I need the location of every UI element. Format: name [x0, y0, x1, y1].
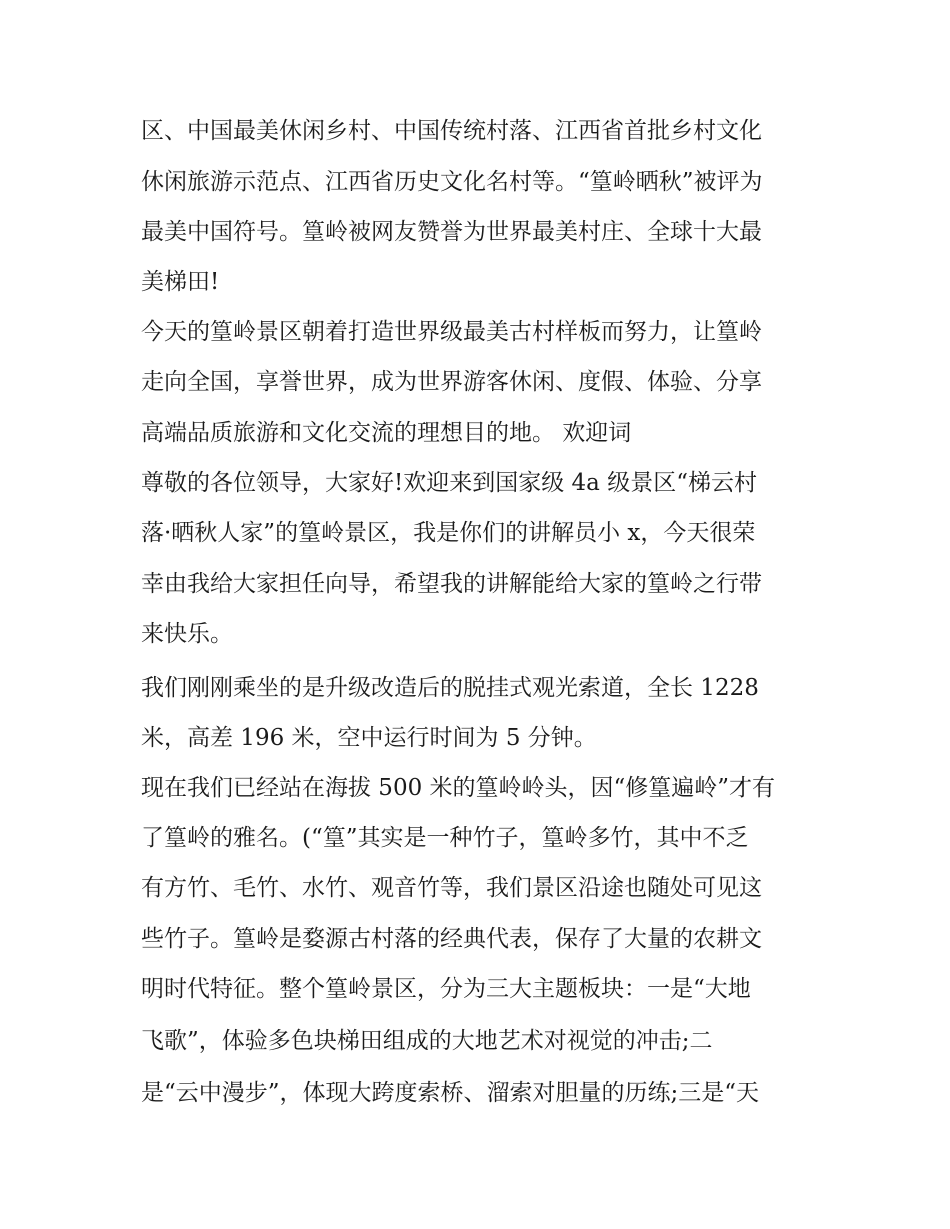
text-line: 走向全国，享誉世界，成为世界游客休闲、度假、体验、分享	[141, 369, 762, 395]
text-line: 今天的篁岭景区朝着打造世界级最美古村样板而努力，让篁岭	[141, 319, 762, 345]
text-line: 是“云中漫步”，体现大跨度索桥、溜索对胆量的历练;三是“天	[141, 1080, 760, 1106]
text-line: 美梯田!	[141, 269, 220, 295]
text-line: 些竹子。篁岭是婺源古村落的经典代表，保存了大量的农耕文	[141, 926, 762, 952]
text-line: 现在我们已经站在海拔 500 米的篁岭岭头，因“修篁遍岭”才有	[141, 775, 776, 801]
text-line: 明时代特征。整个篁岭景区，分为三大主题板块：一是“大地	[141, 976, 751, 1002]
text-line: 落·晒秋人家”的篁岭景区，我是你们的讲解员小 x，今天很荣	[141, 520, 756, 546]
text-line: 休闲旅游示范点、江西省历史文化名村等。“篁岭晒秋”被评为	[141, 169, 763, 195]
text-line: 区、中国最美休闲乡村、中国传统村落、江西省首批乡村文化	[141, 118, 762, 144]
text-line: 幸由我给大家担任向导，希望我的讲解能给大家的篁岭之行带	[141, 571, 762, 597]
text-line: 米，高差 196 米，空中运行时间为 5 分钟。	[141, 725, 597, 751]
text-line: 来快乐。	[141, 621, 233, 647]
text-line: 尊敬的各位领导，大家好!欢迎来到国家级 4a 级景区“梯云村	[141, 470, 757, 496]
text-line: 我们刚刚乘坐的是升级改造后的脱挂式观光索道，全长 1228	[141, 675, 759, 701]
text-line: 高端品质旅游和文化交流的理想目的地。 欢迎词	[141, 420, 632, 446]
text-line: 最美中国符号。篁岭被网友赞誉为世界最美村庄、全球十大最	[141, 219, 762, 245]
text-line: 有方竹、毛竹、水竹、观音竹等，我们景区沿途也随处可见这	[141, 875, 762, 901]
text-line: 了篁岭的雅名。(“篁”其实是一种竹子，篁岭多竹，其中不乏	[141, 825, 749, 851]
text-line: 飞歌”，体验多色块梯田组成的大地艺术对视觉的冲击;二	[141, 1028, 713, 1054]
